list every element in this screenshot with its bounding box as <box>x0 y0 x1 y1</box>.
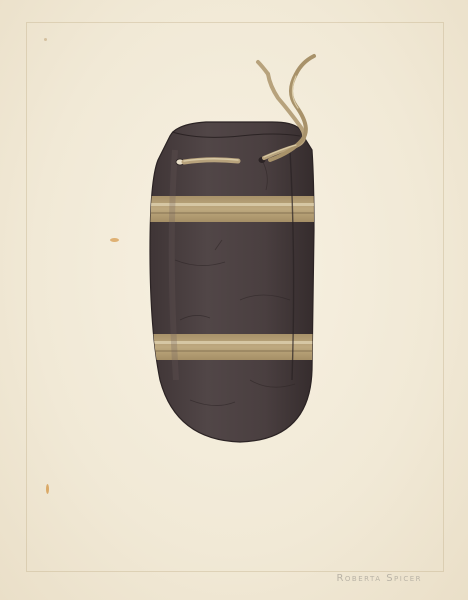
lower-stripe <box>140 334 330 360</box>
upper-stripe <box>140 196 330 222</box>
artist-signature: Roberta Spicer <box>336 573 422 584</box>
